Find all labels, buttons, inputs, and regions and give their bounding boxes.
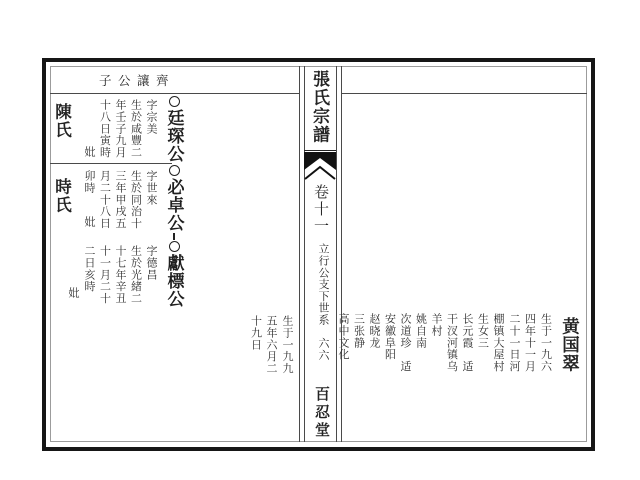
right-page-person-name: 黄国翠: [560, 317, 581, 373]
spine-section: 立行公支下世系 六六: [317, 243, 329, 361]
right-header-rule: [341, 93, 587, 94]
right-page-detail-column: 二十一日河: [508, 313, 520, 372]
spine-title: 張氏宗譜: [310, 70, 329, 144]
record-detail-column: 十七年辛丑: [114, 245, 126, 304]
spouse-name: 陳氏: [52, 103, 72, 139]
right-page-detail-column: 三张静: [352, 313, 365, 349]
right-page-detail-column: 长元霞 适: [461, 313, 473, 372]
record-detail-column: 年壬子九月: [114, 99, 126, 158]
record-detail-column: 十八日寅時: [98, 99, 111, 158]
right-page-detail-column: 生女三: [476, 313, 489, 349]
record-bi-marker: 妣: [83, 216, 95, 228]
record-detail-column: 生於同治十: [129, 170, 142, 229]
right-page-detail-column: 姚自南: [414, 313, 427, 349]
continuation-column: 十九日: [249, 315, 262, 351]
spine-rule-inner-right: [336, 66, 337, 442]
record-bi-marker: 妣: [67, 287, 79, 299]
right-page-detail-column: 高中文化: [337, 313, 349, 361]
record-detail-column: 月二十八日: [98, 170, 111, 229]
spine-title-box-rule: [304, 150, 336, 151]
record-detail-column: 生於咸豐二: [129, 99, 142, 158]
lineage-name: 獻標公: [164, 254, 184, 308]
record-detail-column: 二日亥時: [83, 245, 95, 293]
record-detail-column: 字宗美: [145, 99, 157, 135]
record-detail-column: 卯時: [83, 170, 95, 194]
right-page-detail-column: 赵晓龙: [368, 313, 380, 349]
record-detail-column: 三年甲戌五: [114, 170, 126, 229]
right-page-detail-column: 四年十一月: [523, 313, 536, 372]
lineage-chain: [165, 95, 183, 309]
spine-rule-outer-right: [341, 66, 342, 442]
right-page-detail-column: 棚镇大屋村: [492, 313, 504, 372]
lineage-node-circle: [169, 165, 180, 176]
right-page-detail-column: 安徽阜阳: [383, 313, 396, 361]
record-detail-column: 生於光緒二: [129, 245, 142, 304]
generation-divider-rule: [50, 163, 172, 164]
spouse-name: 時氏: [52, 178, 72, 214]
spine-rule-inner-left: [304, 66, 305, 442]
fishtail-icon: [304, 152, 336, 181]
right-page-detail-column: 干汊河镇乌: [445, 313, 458, 372]
continuation-column: 五年六月二: [265, 315, 277, 374]
record-detail-column: 字德昌: [145, 245, 157, 281]
lineage-node-circle: [169, 96, 180, 107]
right-page-detail-column: 羊村: [430, 313, 442, 337]
record-detail-column: 字世來: [145, 170, 157, 206]
left-header-rule: [50, 93, 299, 94]
spine-volume: 卷十一: [312, 184, 328, 235]
lineage-name: 必卓公: [164, 178, 184, 232]
spine-hall-name: 百忍堂: [313, 386, 329, 440]
right-page-detail-column: 次道珍 适: [399, 313, 411, 372]
record-detail-column: 十一月二十: [98, 245, 111, 304]
left-page-header: 子公讓齊: [99, 74, 176, 88]
continuation-column: 生于一九九: [281, 315, 293, 374]
right-page-detail-column: 生于一九六: [539, 313, 552, 372]
spine-rule-outer-left: [299, 66, 300, 442]
lineage-name: 廷琛公: [164, 109, 184, 163]
lineage-connector: [173, 233, 175, 240]
lineage-node-circle: [169, 241, 180, 252]
record-bi-marker: 妣: [83, 146, 95, 158]
